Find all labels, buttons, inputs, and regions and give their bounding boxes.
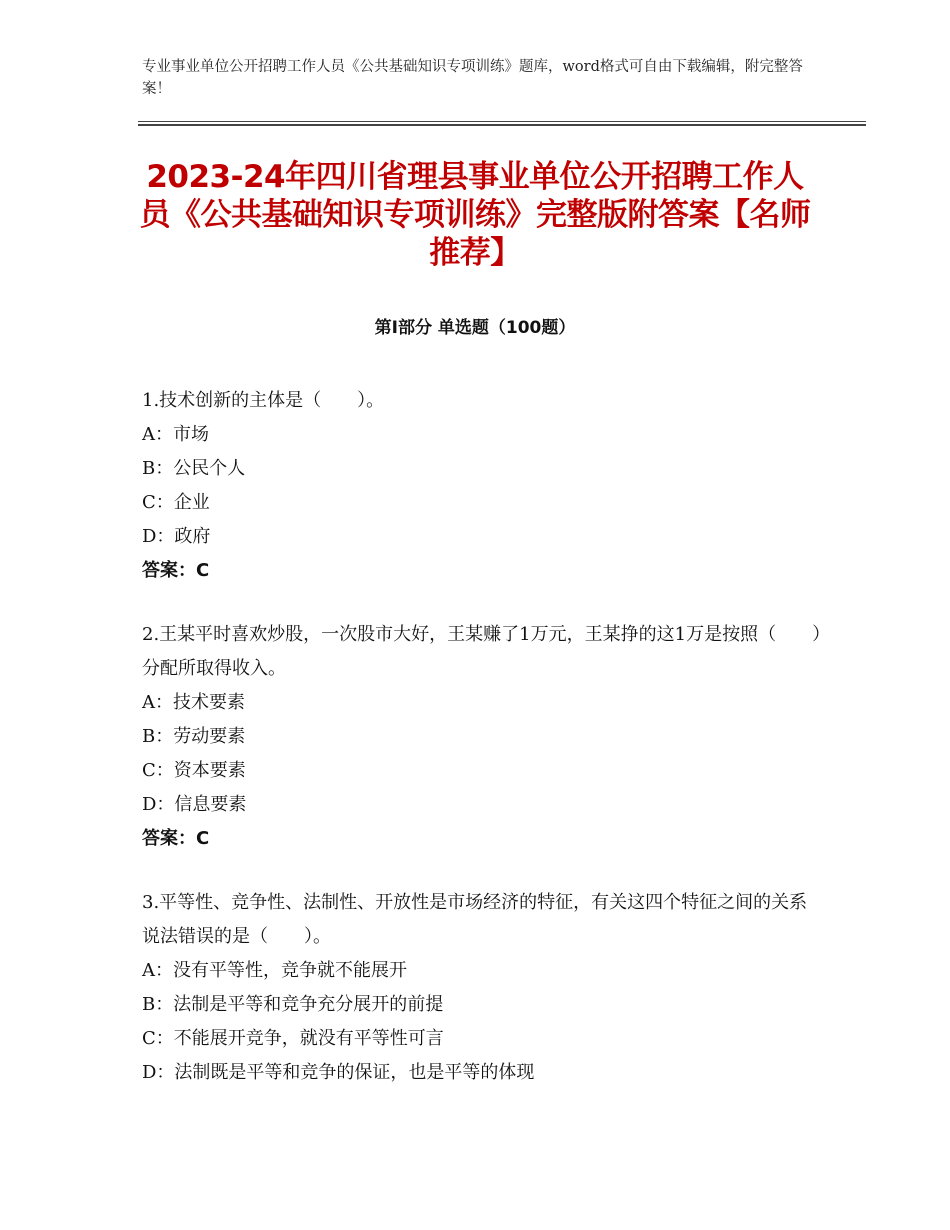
option-d: D：法制既是平等和竞争的保证，也是平等的体现 — [142, 1062, 535, 1083]
section-heading: 第I部分 单选题（100题） — [374, 318, 576, 338]
option-d: D：政府 — [142, 526, 211, 547]
option-a: A：技术要素 — [142, 692, 245, 713]
option-d: D：信息要素 — [142, 794, 247, 815]
option-b: B：劳动要素 — [142, 726, 246, 747]
question-list — [142, 384, 822, 1120]
option-c: C：企业 — [142, 492, 210, 513]
question-stem: 2.王某平时喜欢炒股，一次股市大好，王某赚了1万元，王某挣的这1万是按照（ ）分配所取得收入。 — [142, 624, 822, 679]
question-stem: 1.技术创新的主体是（ ）。 — [142, 390, 385, 411]
answer: 答案：C — [142, 560, 210, 581]
question-stem: 3.平等性、竞争性、法制性、开放性是市场经济的特征，有关这四个特征之间的关系说法错误的是（ ）。 — [142, 892, 808, 947]
document-title: 2023-24年四川省理县事业单位公开招聘工作人员《公共基础知识专项训练》完整版附答案【名师推荐】 — [139, 159, 811, 271]
option-b: B：公民个人 — [142, 458, 246, 479]
question-1 — [142, 384, 822, 588]
option-a: A：没有平等性，竞争就不能展开 — [142, 960, 407, 981]
answer: 答案：C — [142, 828, 210, 849]
option-c: C：资本要素 — [142, 760, 246, 781]
question-3 — [142, 886, 822, 1090]
option-c: C：不能展开竞争，就没有平等性可言 — [142, 1028, 444, 1049]
header-rule-thin — [138, 121, 866, 122]
header-rule-thick — [138, 124, 866, 126]
option-b: B：法制是平等和竞争充分展开的前提 — [142, 994, 444, 1015]
option-a: A：市场 — [142, 424, 209, 445]
question-2 — [142, 618, 822, 856]
header-note: 专业事业单位公开招聘工作人员《公共基础知识专项训练》题库，word格式可自由下载编辑，附完整答案！ — [142, 59, 803, 97]
